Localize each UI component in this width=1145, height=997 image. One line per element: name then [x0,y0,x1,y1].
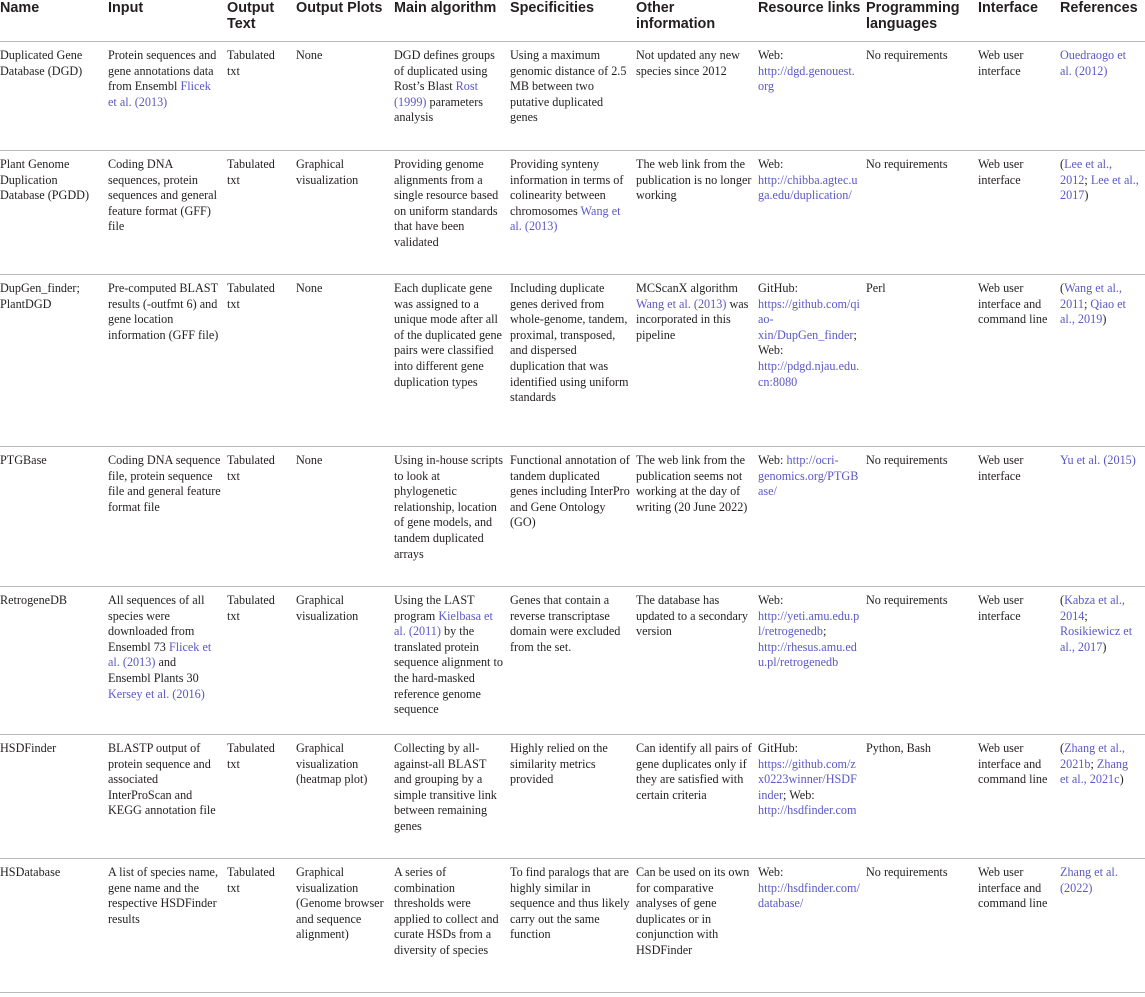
output-plots-cell: Graphical visualization [296,587,394,735]
name-cell: HSDatabase [0,859,108,993]
cell-text: The web link from the publication is no longer working [636,157,752,203]
input-cell [108,859,227,993]
reference-link[interactable]: Kabza et al., 2014 [1060,593,1125,623]
references-cell [1060,735,1145,859]
cell-text: Not updated any new species since 2012 [636,48,740,78]
output-text-cell: Tabulated txt [227,42,296,151]
table-body [0,42,1145,993]
programming-languages-cell: No requirements [866,447,978,587]
table-row [0,151,1145,275]
references-cell [1060,859,1145,993]
cell-text: ; [1090,756,1097,771]
reference-link[interactable]: Kersey et al. (2016) [108,686,205,701]
reference-link[interactable]: Ouedraogo et al. (2012) [1060,48,1126,78]
cell-text: Collecting by all-against-all BLAST and grouping by a simple transitive link between remaining genes [394,741,497,833]
header-other-information: Other information [636,0,758,42]
other-information-cell [636,447,758,587]
reference-link[interactable]: Flicek et al. (2013) [108,79,211,109]
cell-text: All sequences of all species were downloaded from Ensembl 73 [108,593,205,654]
input-cell [108,735,227,859]
input-cell [108,275,227,447]
reference-link[interactable]: Zhang et al., 2021c [1060,756,1129,787]
cell-text: Providing synteny information in terms of colinearity between chromosomes [510,157,624,218]
references-cell [1060,151,1145,275]
cell-text: Providing genome alignments from a single resource based on uniform standards that have been validated [394,157,499,249]
resource-links-cell [758,447,866,587]
other-information-cell [636,859,758,993]
other-information-cell [636,587,758,735]
main-algorithm-cell [394,275,510,447]
other-information-cell [636,42,758,151]
reference-link[interactable]: Flicek et al. (2013) [108,639,212,670]
reference-link[interactable]: Zhang et al. (2022) [1060,865,1118,895]
reference-link[interactable]: Zhang et al., 2021b [1060,741,1125,771]
reference-link[interactable]: Yu et al. (2015) [1060,453,1136,467]
name-cell: Plant Genome Duplication Database (PGDD) [0,151,108,275]
cell-text: by the translated protein sequence alignment to the hard-masked reference genome sequence [394,624,503,717]
reference-link[interactable]: http://rhesus.amu.edu.pl/retrogenedb [758,639,857,670]
input-cell [108,151,227,275]
specificities-cell [510,42,636,151]
cell-text: Can be used on its own for comparative analyses of gene duplicates or in conjunction with HSDFinder [636,865,750,957]
name-cell: HSDFinder [0,735,108,859]
cell-text: ( [1060,281,1065,295]
output-text-cell: Tabulated txt [227,151,296,275]
resource-links-cell [758,735,866,859]
input-cell [108,42,227,151]
table-row [0,587,1145,735]
resource-links-cell [758,42,866,151]
cell-text: Using the LAST program [394,593,475,623]
main-algorithm-cell [394,587,510,735]
main-algorithm-cell [394,735,510,859]
interface-cell: Web user interface and command line [978,735,1060,859]
cell-text: ; [1083,296,1091,311]
reference-link[interactable]: Wang et al. (2013) [510,203,621,234]
cell-text: A series of combination thresholds were applied to collect and curate HSDs from a diversity of species [394,865,499,957]
name-cell: PTGBase [0,447,108,587]
output-text-cell: Tabulated txt [227,587,296,735]
specificities-cell [510,151,636,275]
cell-text: A list of species name, gene name and the respective HSDFinder results [108,865,219,926]
name-cell: RetrogeneDB [0,587,108,735]
cell-text: parameters analysis [394,94,484,125]
name-cell: DupGen_finder; PlantDGD [0,275,108,447]
header-references: References [1060,0,1145,42]
cell-text: was incorporated in this pipeline [636,296,749,342]
name-cell: Duplicated Gene Database (DGD) [0,42,108,151]
cell-text: and Ensembl Plants 30 [108,655,199,685]
cell-text: ; [1084,608,1088,623]
cell-text: Protein sequences and gene annotations data from Ensembl [108,48,217,94]
cell-text: Using in-house scripts to look at phylogenetic relationship, location of gene models, and tandem duplicated arrays [394,453,504,561]
header-name: Name [0,0,108,42]
header-row [0,0,1145,42]
cell-text: Highly relied on the similarity metrics provided [510,741,608,787]
table-row [0,447,1145,587]
reference-link[interactable]: Rost (1999) [394,79,478,109]
programming-languages-cell: Python, Bash [866,735,978,859]
reference-link[interactable]: http://ocri-genomics.org/PTGBase/ [758,453,859,499]
reference-link[interactable]: Rosikiewicz et al., 2017 [1060,624,1133,654]
cell-text: DGD defines groups of duplicated using Rost’s Blast [394,48,495,94]
header-specificities: Specificities [510,0,636,42]
interface-cell: Web user interface [978,587,1060,735]
specificities-cell [510,859,636,993]
output-text-cell: Tabulated txt [227,735,296,859]
main-algorithm-cell [394,447,510,587]
reference-link[interactable]: https://github.com/qiao-xin/DupGen_finder [758,296,860,342]
cell-text: ; Web: [758,327,857,358]
input-cell [108,447,227,587]
cell-text: ) [1119,772,1124,787]
specificities-cell [510,447,636,587]
reference-link[interactable]: https://github.com/zx0223winner/HSDFinder [758,756,857,802]
resource-links-cell [758,587,866,735]
header-resource-links: Resource links [758,0,866,42]
cell-text: Can identify all pairs of gene duplicates only if they are satisfied with certain criteria [636,741,752,802]
programming-languages-cell: Perl [866,275,978,447]
interface-cell: Web user interface [978,42,1060,151]
other-information-cell [636,275,758,447]
resource-links-cell [758,859,866,993]
cell-text: Web: [758,157,784,171]
cell-text: The web link from the publication seems not working at the day of writing (20 June 2022) [636,453,748,514]
references-cell [1060,275,1145,447]
cell-text: ( [1060,593,1065,607]
other-information-cell [636,735,758,859]
cell-text: ) [1102,312,1107,327]
interface-cell: Web user interface and command line [978,859,1060,993]
programming-languages-cell: No requirements [866,859,978,993]
interface-cell: Web user interface and command line [978,275,1060,447]
cell-text: Each duplicate gene was assigned to a unique mode after all of the duplicated gene pairs were classified into different gene duplication types [394,281,502,389]
resource-links-cell [758,151,866,275]
output-text-cell: Tabulated txt [227,275,296,447]
cell-text: ) [1102,639,1107,654]
cell-text: Coding DNA sequences, protein sequences and general feature format (GFF) file [108,157,217,234]
programming-languages-cell: No requirements [866,587,978,735]
header-output-plots: Output Plots [296,0,394,42]
cell-text: BLASTP output of protein sequence and associated InterProScan and KEGG annotation file [108,741,216,818]
main-algorithm-cell [394,42,510,151]
output-plots-cell: Graphical visualization (heatmap plot) [296,735,394,859]
output-text-cell: Tabulated txt [227,859,296,993]
reference-link[interactable]: http://yeti.amu.edu.pl/retrogenedb [758,608,860,639]
cell-text: ( [1060,741,1065,755]
reference-link[interactable]: http://chibba.agtec.uga.edu/duplication/ [758,172,858,203]
table-row [0,735,1145,859]
specificities-cell [510,275,636,447]
header-input: Input [108,0,227,42]
references-cell [1060,42,1145,151]
table-row [0,42,1145,151]
cell-text: Web: [758,593,784,607]
cell-text: Web: [758,453,787,467]
main-algorithm-cell [394,151,510,275]
header-main-algorithm: Main algorithm [394,0,510,42]
reference-link[interactable]: Wang et al., 2011 [1060,281,1122,311]
cell-text: ( [1060,157,1065,171]
header-output-text: Output Text [227,0,296,42]
cell-text: ; Web: [783,787,815,802]
header-interface: Interface [978,0,1060,42]
cell-text: Including duplicate genes derived from whole-genome, tandem, proximal, transposed, and dispersed duplication that was identified using uniform standards [510,281,629,405]
output-plots-cell: None [296,447,394,587]
specificities-cell [510,735,636,859]
reference-link[interactable]: Lee et al., 2017 [1060,172,1139,203]
cell-text: GitHub: [758,281,798,295]
cell-text: Web: [758,48,784,62]
programming-languages-cell: No requirements [866,151,978,275]
specificities-cell [510,587,636,735]
cell-text: Functional annotation of tandem duplicated genes including InterPro and Gene Ontology (GO) [510,453,630,530]
reference-link[interactable]: Lee et al., 2012 [1060,157,1113,187]
cell-text: The database has updated to a secondary version [636,593,749,639]
reference-link[interactable]: http://hsdfinder.com [758,803,857,818]
cell-text: GitHub: [758,741,798,755]
other-information-cell [636,151,758,275]
interface-cell: Web user interface [978,447,1060,587]
cell-text: ) [1084,188,1089,203]
reference-link[interactable]: Qiao et al., 2019 [1060,296,1126,327]
cell-text: Genes that contain a reverse transcriptase domain were excluded from the set. [510,593,621,654]
references-cell [1060,587,1145,735]
reference-link[interactable]: Wang et al. (2013) [636,296,727,311]
table-row [0,275,1145,447]
cell-text: MCScanX algorithm [636,281,738,295]
interface-cell: Web user interface [978,151,1060,275]
header-programming-languages: Programming languages [866,0,978,42]
cell-text: Web: [758,865,784,879]
resource-links-cell [758,275,866,447]
main-algorithm-cell [394,859,510,993]
cell-text: ; [822,624,827,639]
output-plots-cell: None [296,275,394,447]
output-plots-cell: None [296,42,394,151]
reference-link[interactable]: Kielbasa et al. (2011) [394,608,493,639]
programming-languages-cell: No requirements [866,42,978,151]
references-cell [1060,447,1145,587]
cell-text: Coding DNA sequence file, protein sequence file and general feature format file [108,453,221,514]
output-plots-cell: Graphical visualization [296,151,394,275]
table-row [0,859,1145,993]
output-text-cell: Tabulated txt [227,447,296,587]
cell-text: Using a maximum genomic distance of 2.5 MB between two putative duplicated genes [510,48,627,125]
input-cell [108,587,227,735]
cell-text: To find paralogs that are highly similar in sequence and thus likely carry out the same function [510,865,630,942]
reference-link[interactable]: http://pdgd.njau.edu.cn:8080 [758,358,860,389]
reference-link[interactable]: http://dgd.genouest.org [758,63,855,94]
output-plots-cell: Graphical visualization (Genome browser and sequence alignment) [296,859,394,993]
reference-link[interactable]: http://hsdfinder.com/database/ [758,880,860,911]
cell-text: Pre-computed BLAST results (-outfmt 6) and gene location information (GFF file) [108,281,219,342]
cell-text: ; [1084,172,1091,187]
